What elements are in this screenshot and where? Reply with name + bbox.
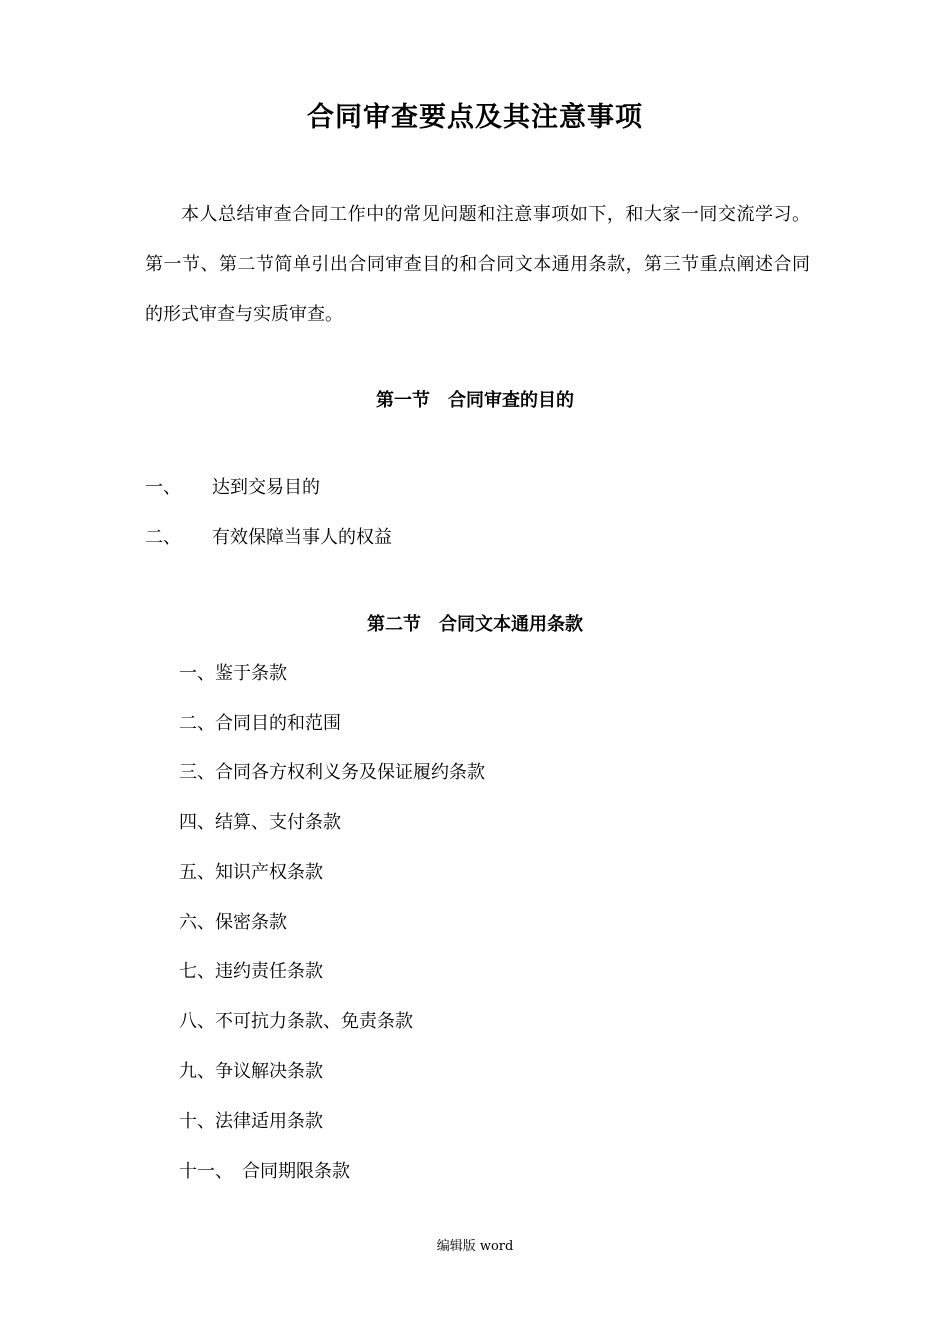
document-title: 合同审查要点及其注意事项: [307, 102, 643, 133]
section-1-item: [145, 523, 392, 549]
item-text: 达到交易目的: [212, 477, 320, 498]
section-1-item: [145, 473, 320, 499]
section-2-item: 三、合同各方权利义务及保证履约条款: [179, 762, 485, 783]
section-2-item: 十、法律适用条款: [179, 1111, 323, 1132]
section-2-item: 七、违约责任条款: [179, 961, 323, 982]
section-2-item: 十一、 合同期限条款: [179, 1161, 350, 1182]
section-2-item: 五、知识产权条款: [179, 862, 323, 883]
item-number: 二、: [145, 527, 181, 548]
page-footer: 编辑版 word: [436, 1239, 514, 1254]
item-number: 一、: [145, 477, 181, 498]
section-2-item: 九、争议解决条款: [179, 1061, 323, 1082]
section-2-item: 八、不可抗力条款、免责条款: [179, 1011, 413, 1032]
section-2-item: 六、保密条款: [179, 912, 287, 933]
intro-paragraph: 本人总结审查合同工作中的常见问题和注意事项如下，和大家一同交流学习。第一节、第二节简单引出合同审查目的和合同文本通用条款，第三节重点阐述合同的形式审查与实质审查。: [145, 204, 810, 325]
item-text: 有效保障当事人的权益: [212, 527, 392, 548]
section-1-heading: 第一节 合同审查的目的: [376, 390, 574, 411]
section-2-item: 二、合同目的和范围: [179, 713, 341, 734]
section-2-item: 一、鉴于条款: [179, 663, 287, 684]
section-2-heading: 第二节 合同文本通用条款: [367, 614, 583, 635]
section-2-item: 四、结算、支付条款: [179, 812, 341, 833]
